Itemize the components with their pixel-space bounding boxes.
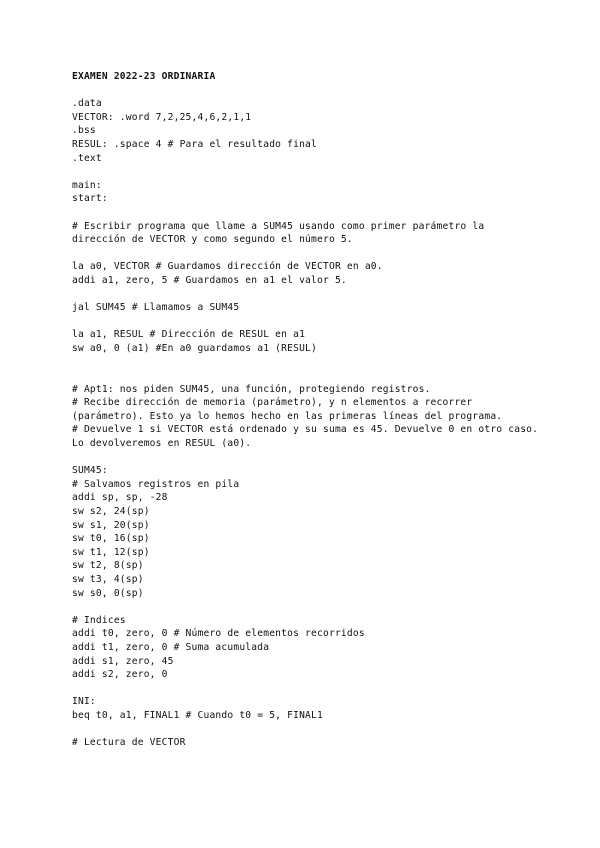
main-labels [72,179,542,206]
ini-block [72,695,542,722]
code-line: addi s2, zero, 0 [72,669,168,681]
code-line: sw t0, 16(sp) [72,533,150,545]
code-line: la a0, VECTOR # Guardamos dirección de VECTOR en a0. [72,261,383,273]
label-line: start: [72,193,108,205]
exam-title: EXAMEN 2022-23 ORDINARIA [72,71,216,82]
sum45-block [72,464,542,600]
code-line: sw t2, 8(sp) [72,560,144,572]
comment-line: # Devuelve 1 si VECTOR está ordenado y su suma es 45. Devuelve 0 en otro caso. Lo devolveremos en RESUL (a0). [72,424,545,450]
code-line: addi t0, zero, 0 # Número de elementos recorridos [72,628,365,640]
code-line: sw t3, 4(sp) [72,573,144,585]
code-line: sw s2, 24(sp) [72,506,150,517]
code-line: sw s0, 0(sp) [72,587,144,599]
code-line: addi t1, zero, 0 # Suma acumulada [72,641,270,653]
comment-line: # Recibe dirección de memoria (parámetro), y n elementos a recorrer (parámetro). Esto ya lo hemos hecho en las primeras líneas del programa. [72,397,503,422]
apt-comments [72,383,545,451]
code-line: sw a0, 0 (a1) #En a0 guardamos a1 (RESUL) [72,342,318,354]
task-comment: # Escribir programa que llame a SUM45 usando como primer parámetro la dirección de VECTOR y como segundo el número 5. [72,220,491,246]
code-line: .text [72,152,102,164]
code-line: VECTOR: .word 7,2,25,4,6,2,1,1 [72,111,252,123]
label-line: main: [72,179,102,191]
code-line: # Indices [72,614,126,626]
code-line: # Salvamos registros en pila [72,478,240,490]
code-line: sw s1, 20(sp) [72,519,150,531]
load-args [72,260,542,287]
code-line: RESUL: .space 4 # Para el resultado final [72,138,318,150]
code-line: beq t0, a1, FINAL1 # Cuando t0 = 5, FINAL1 [72,709,323,721]
code-line: .bss [72,125,96,137]
code-line: .data [72,98,102,110]
code-line: addi a1, zero, 5 # Guardamos en a1 el valor 5. [72,274,347,286]
call-line: jal SUM45 # Llamamos a SUM45 [72,302,240,314]
indices-block [72,614,542,682]
code-listing [72,70,545,750]
lectura-comment: # Lectura de VECTOR [72,737,186,749]
code-line: addi s1, zero, 45 [72,655,174,667]
store-result [72,328,542,355]
code-line: INI: [72,696,96,708]
data-section [72,97,542,165]
code-line: addi sp, sp, -28 [72,492,168,504]
code-line: SUM45: [72,465,108,477]
comment-line: # Apt1: nos piden SUM45, una función, protegiendo registros. [72,383,431,395]
code-line: sw t1, 12(sp) [72,546,150,558]
code-line: la a1, RESUL # Dirección de RESUL en a1 [72,329,306,341]
